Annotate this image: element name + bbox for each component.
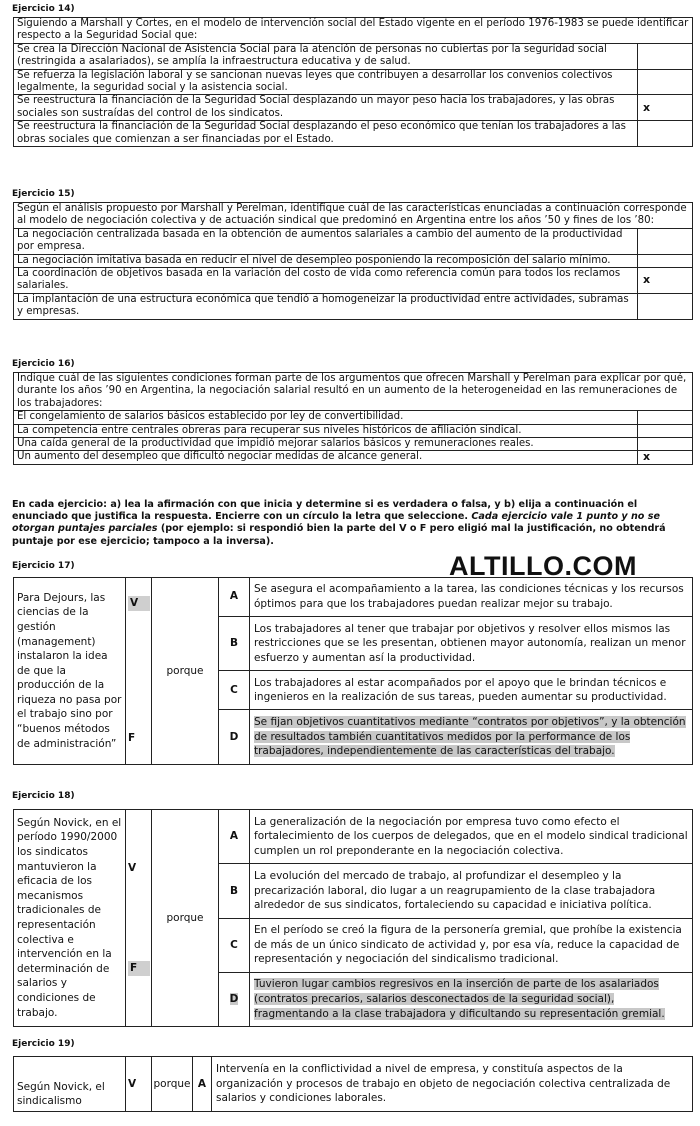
exercise-14-title: Ejercicio 14) [12, 4, 75, 14]
true-option[interactable]: V [128, 861, 137, 874]
answer-mark [638, 121, 693, 147]
option-letter-a[interactable]: A [219, 578, 250, 617]
true-option[interactable]: V [128, 596, 150, 611]
exercise-15-option: La negociación imitativa basada en reducir el nivel de desempleo posponiendo la recomposición del salario mínimo. [14, 254, 638, 267]
exercise-15-option: La implantación de una estructura económica que tendió a homogeneizar la productividad entre actividades, subramas y empresas. [14, 293, 638, 319]
exercise-14-question: Siguiendo a Marshall y Cortes, en el modelo de intervención social del Estado vigente en el período 1976-1983 se puede identificar respecto a la Seguridad Social que: [14, 18, 693, 44]
option-letter-d[interactable]: D [219, 710, 250, 765]
option-letter-d[interactable]: D [229, 993, 239, 1006]
exercise-18-table [13, 809, 693, 1027]
exercise-14-table [13, 17, 693, 147]
exercise-18-title: Ejercicio 18) [12, 791, 75, 801]
option-text-d: Tuvieron lugar cambios regresivos en la inserción de parte de los asalariados (contratos precarios, salarios desconectados de la seguridad social), fragmentando a la clase trabajadora y dificultando su representación gremial. [254, 978, 665, 1020]
false-option[interactable]: F [128, 961, 150, 976]
exercise-14-option: Se reestructura la financiación de la Seguridad Social desplazando un mayor peso hacia los trabajadores, y las obras sociales son sustraídas del control de los sindicatos. [14, 95, 638, 121]
answer-mark: x [638, 451, 693, 464]
exercise-15-option: La negociación centralizada basada en la obtención de aumentos salariales a cambio del aumento de la productividad por empresa. [14, 228, 638, 254]
answer-mark [638, 411, 693, 424]
exercise-16-option: Una caída general de la productividad que impidió mejorar salarios básicos y remuneraciones reales. [14, 438, 638, 451]
exercise-17-table [13, 577, 693, 765]
instructions-paragraph [12, 499, 692, 548]
option-text-c: En el período se creó la figura de la personería gremial, que prohíbe la existencia de más de un único sindicato de actividad y, por esa vía, reduce la capacidad de representación y negociación del sindicalismo tradicional. [250, 918, 693, 972]
answer-mark [638, 293, 693, 319]
exercise-15-table [13, 202, 693, 320]
exercise-19-table [13, 1056, 693, 1112]
exercise-16-option: Un aumento del desempleo que dificultó negociar medidas de alcance general. [14, 451, 638, 464]
porque-label: porque [152, 1057, 193, 1112]
exercise-17-title: Ejercicio 17) [12, 561, 75, 571]
answer-mark [638, 228, 693, 254]
exercise-19-statement: Según Novick, el sindicalismo [14, 1057, 126, 1112]
exercise-16-option: La competencia entre centrales obreras para recuperar sus niveles históricos de afiliación sindical. [14, 424, 638, 437]
porque-label: porque [152, 810, 219, 1027]
instructions-italic: Cada ejercicio vale 1 punto y no se otorgan puntajes parciales [12, 511, 660, 535]
exercise-19-title: Ejercicio 19) [12, 1039, 75, 1049]
exercise-14-option: Se refuerza la legislación laboral y se sancionan nuevas leyes que contribuyen a desarrollar los convenios colectivos legalmente, la seguridad social y la asistencia social. [14, 69, 638, 95]
option-text-b: La evolución del mercado de trabajo, al profundizar el desempleo y la precarización laboral, dio lugar a un reagrupamiento de la clase trabajadora alrededor de sus sindicatos, fortaleciendo su capacidad e iniciativa política. [250, 864, 693, 918]
answer-mark: x [638, 95, 693, 121]
option-letter-c[interactable]: C [219, 918, 250, 972]
option-text-a: Intervenía en la conflictividad a nivel de empresa, y constituía aspectos de la organización y procesos de trabajo en objeto de negociación colectiva centralizada de salarios y condiciones laborales. [212, 1057, 693, 1112]
instructions-text: En cada ejercicio: a) lea la afirmación con que inicia y determine si es verdadera o falsa, y b) elija a continuación el enunciado que justifica la respuesta. Encierre con un círculo la letra que seleccione. [12, 499, 638, 523]
option-text-b: Los trabajadores al tener que trabajar por objetivos y resolver ellos mismos las restricciones que se les presentan, obtienen mayor autonomía, realizan un menor esfuerzo y aumentan así la productividad. [250, 616, 693, 671]
exercise-16-table [13, 372, 693, 465]
option-letter-b[interactable]: B [219, 864, 250, 918]
exercise-15-title: Ejercicio 15) [12, 189, 75, 199]
option-text-a: La generalización de la negociación por empresa tuvo como efecto el fortalecimiento de los cuerpos de delegados, que en el modelo sindical tradicional cumplen un rol preponderante en la negociación colectiva. [250, 810, 693, 864]
exercise-14-option: Se crea la Dirección Nacional de Asistencia Social para la atención de personas no cubiertas por la seguridad social (restringida a asalariados), se amplía la infraestructura educativa y de salud. [14, 43, 638, 69]
option-text-d: Se fijan objetivos cuantitativos mediante “contratos por objetivos”, y la obtención de resultados también cuantitativos medidos por la performance de los trabajadores, independientemente de las características del trabajo. [254, 716, 686, 758]
option-letter-c[interactable]: C [219, 671, 250, 710]
option-letter-a[interactable]: A [219, 810, 250, 864]
exercise-14-option: Se reestructura la financiación de la Seguridad Social desplazando el peso económico que tenían los trabajadores a las obras sociales que comienzan a ser financiadas por el Estado. [14, 121, 638, 147]
answer-mark [638, 43, 693, 69]
exercise-15-option: La coordinación de objetivos basada en la variación del costo de vida como referencia común para todos los reclamos salariales. [14, 268, 638, 294]
exercise-17-statement: Para Dejours, las ciencias de la gestión (management) instalaron la idea de que la producción de la riqueza no pasa por el trabajo sino por “buenos métodos de administración” [14, 578, 126, 765]
answer-mark [638, 438, 693, 451]
exercise-16-title: Ejercicio 16) [12, 359, 75, 369]
exercise-15-question: Según el análisis propuesto por Marshall y Perelman, identifique cuál de las características enunciadas a continuación corresponde al modelo de negociación colectiva y de actuación sindical que predominó en Argentina entre los años ’50 y fines de los ’80: [14, 203, 693, 229]
option-letter-a[interactable]: A [193, 1057, 212, 1112]
option-letter-b[interactable]: B [219, 616, 250, 671]
true-option[interactable]: V [126, 1057, 152, 1112]
answer-mark [638, 69, 693, 95]
exercise-16-option: El congelamiento de salarios básicos establecido por ley de convertibilidad. [14, 411, 638, 424]
option-text-a: Se asegura el acompañamiento a la tarea, las condiciones técnicas y los recursos óptimos para que los trabajadores puedan realizar mejor su trabajo. [250, 578, 693, 617]
exercise-16-question: Indique cuál de las siguientes condiciones forman parte de los argumentos que ofrecen Marshall y Perelman para explicar por qué, durante los años ’90 en Argentina, la negociación salarial resultó en un aumento de la heterogeneidad en las remuneraciones de los trabajadores: [14, 373, 693, 411]
answer-mark: x [638, 268, 693, 294]
instructions-text-2: (por ejemplo: si respondió bien la parte del V o F pero eligió mal la justificación, no obtendrá puntaje por ese ejercicio; tampoco a la inversa). [12, 523, 666, 547]
answer-mark [638, 424, 693, 437]
false-option[interactable]: F [128, 732, 136, 745]
altillo-watermark: ALTILLO.COM [449, 551, 637, 581]
porque-label: porque [152, 578, 219, 765]
answer-mark [638, 254, 693, 267]
option-text-c: Los trabajadores al estar acompañados por el apoyo que le brindan técnicos e ingenieros en la realización de sus tareas, pueden aumentar su productividad. [250, 671, 693, 710]
exercise-18-statement: Según Novick, en el período 1990/2000 los sindicatos mantuvieron la eficacia de los mecanismos tradicionales de representación colectiva e intervención en la determinación de salarios y condiciones de trabajo. [14, 810, 126, 1027]
